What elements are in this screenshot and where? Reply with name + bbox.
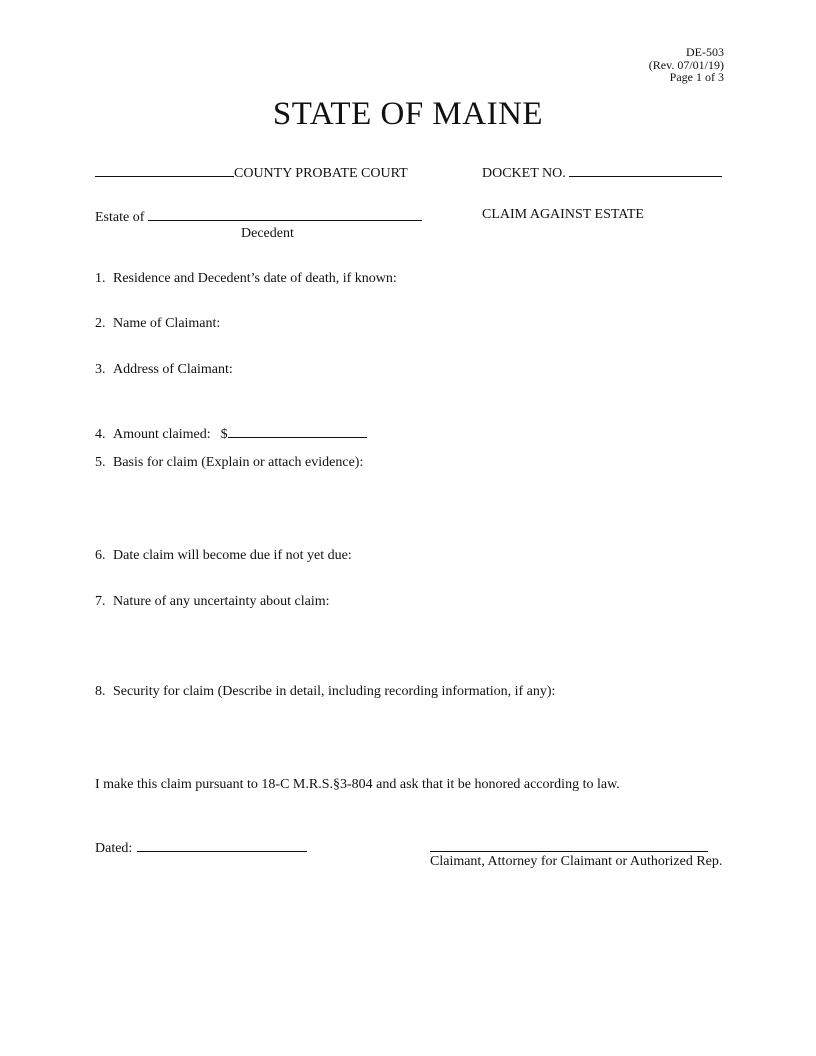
item-5-number: 5. (95, 455, 106, 470)
item-6-number: 6. (95, 548, 106, 563)
item-7-uncertainty (95, 594, 330, 610)
item-1-number: 1. (95, 271, 106, 286)
item-3-number: 3. (95, 362, 106, 377)
county-court-label: COUNTY PROBATE COURT (234, 166, 408, 181)
docket-number-blank[interactable] (569, 163, 722, 177)
item-3-address-of-claimant (95, 362, 233, 378)
item-4-number: 4. (95, 427, 106, 442)
item-6-date-claim-due (95, 548, 352, 564)
dollar-sign: $ (220, 427, 228, 442)
form-revision: (Rev. 07/01/19) (648, 57, 724, 72)
item-5-basis-for-claim (95, 455, 363, 471)
decedent-caption: Decedent (241, 226, 294, 241)
signature-caption: Claimant, Attorney for Claimant or Authorized Rep. (430, 854, 723, 869)
item-2-number: 2. (95, 316, 106, 331)
item-3-label: Address of Claimant: (113, 362, 233, 377)
docket-row (482, 163, 722, 182)
date-blank[interactable] (137, 838, 307, 852)
form-title: STATE OF MAINE (272, 96, 544, 132)
item-1-residence-date-of-death (95, 271, 397, 287)
dated-label: Dated: (95, 841, 133, 856)
item-7-number: 7. (95, 594, 106, 609)
item-2-name-of-claimant (95, 316, 220, 332)
declaration-statement: I make this claim pursuant to 18-C M.R.S.§3-804 and ask that it be honored according to law. (95, 777, 620, 792)
item-4-amount-claimed (95, 424, 367, 443)
claim-against-estate-label: CLAIM AGAINST ESTATE (482, 207, 644, 222)
item-8-number: 8. (95, 684, 106, 699)
item-7-label: Nature of any uncertainty about claim: (113, 594, 330, 609)
item-8-label: Security for claim (Describe in detail, including recording information, if any): (113, 684, 556, 699)
form-number: DE-503 (686, 45, 724, 59)
form-meta-block (649, 46, 724, 84)
item-4-label: Amount claimed: (113, 427, 211, 442)
item-1-label: Residence and Decedent’s date of death, if known: (113, 271, 397, 286)
county-name-blank[interactable] (95, 163, 234, 177)
county-court-row (95, 163, 408, 182)
estate-row (95, 207, 422, 226)
form-page-number: Page 1 of 3 (669, 70, 724, 84)
item-8-security-for-claim (95, 684, 555, 700)
signature-line[interactable] (430, 851, 708, 852)
item-6-label: Date claim will become due if not yet due: (113, 548, 352, 563)
amount-claimed-blank[interactable] (228, 424, 367, 438)
item-2-label: Name of Claimant: (113, 316, 221, 331)
dated-row (95, 838, 307, 857)
estate-of-label: Estate of (95, 210, 145, 225)
decedent-name-blank[interactable] (148, 207, 422, 221)
item-5-label: Basis for claim (Explain or attach evidence): (113, 455, 364, 470)
docket-label: DOCKET NO. (482, 166, 566, 181)
